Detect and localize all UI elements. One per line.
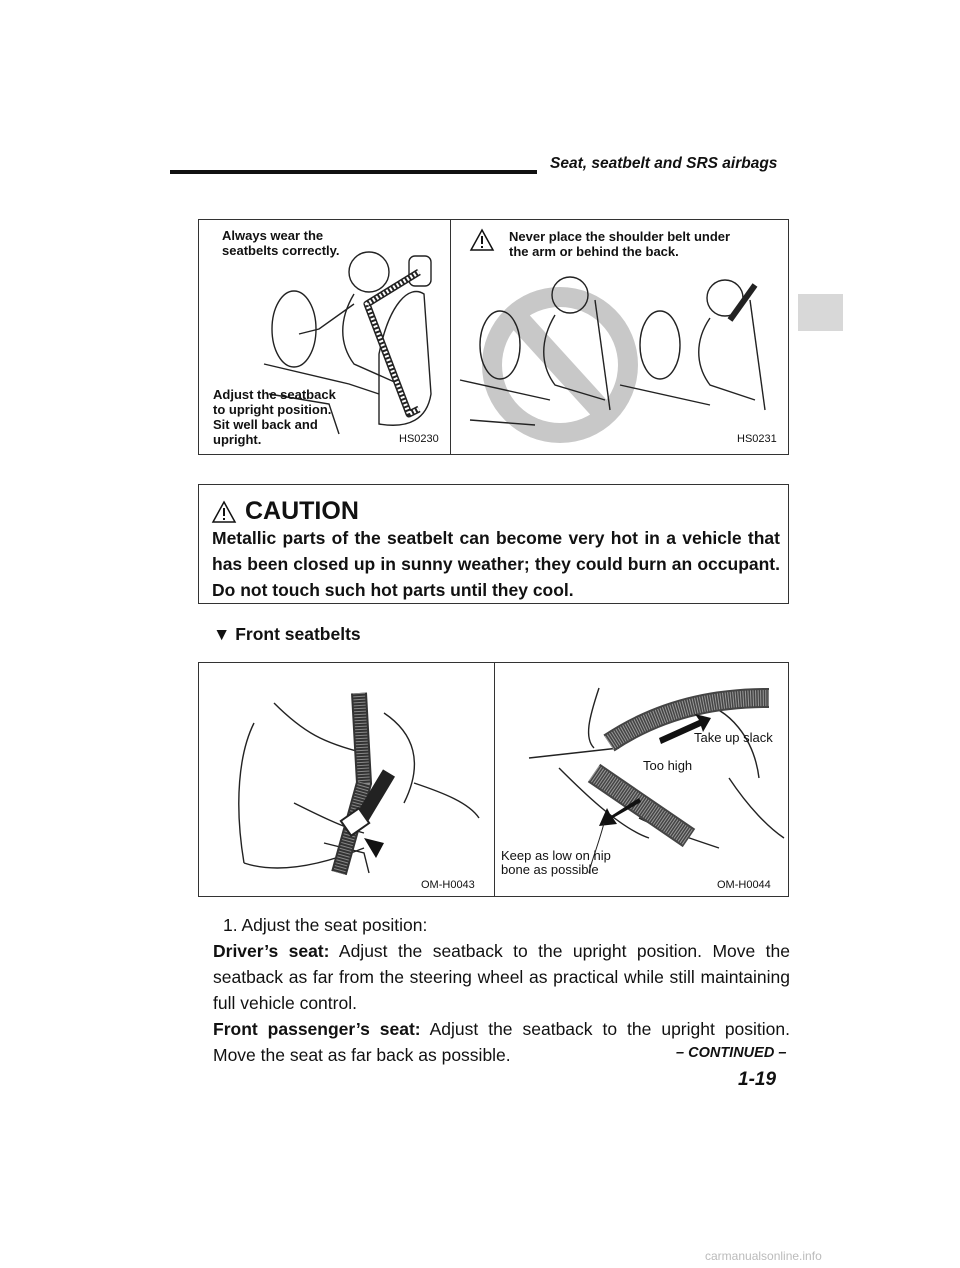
caution-title: CAUTION (245, 497, 359, 525)
header-rule (170, 170, 537, 174)
passenger-seat-label: Front passenger’s seat: (213, 1019, 421, 1039)
caution-warning-icon (211, 500, 237, 524)
section-heading-front-seatbelts (213, 624, 361, 645)
watermark: carmanualsonline.info (705, 1249, 822, 1263)
driver-seat-text: Adjust the seatback to the upright position. Move the seatback as far from the steering wheel as practical while still maintaining full vehicle control. (213, 941, 790, 1013)
label-too-high: Too high (643, 758, 693, 773)
illustration-incorrect-belt-positions (455, 260, 785, 455)
figure-code-om-h0043: OM-H0043 (421, 879, 475, 891)
figure-seatbelt-posture (198, 219, 789, 455)
triangle-bullet-icon: ▼ (213, 624, 231, 644)
label-adjust-seatback: Adjust the seatback to upright position. Sit well back and upright. (213, 387, 336, 447)
label-always-wear: Always wear the seatbelts correctly. (222, 228, 340, 258)
figure-front-seatbelt-fastening (198, 662, 789, 897)
caution-text: Metallic parts of the seatbelt can become very hot in a vehicle that has been closed up in sunny weather; they could burn an occupant. Do not touch such hot parts until they cool. (212, 528, 780, 600)
passenger-seat-text: Adjust the seatback to the upright position. Move the seat as far back as possible. (213, 1019, 790, 1065)
caution-box (198, 484, 789, 604)
section-tab-marker (798, 294, 843, 331)
figure-code-hs0230: HS0230 (399, 433, 439, 445)
driver-seat-paragraph (213, 938, 790, 1016)
figure-code-hs0231: HS0231 (737, 433, 777, 445)
warning-triangle-icon (469, 228, 495, 252)
figure-code-om-h0044: OM-H0044 (717, 879, 771, 891)
illustration-buckling-seatbelt (214, 673, 484, 883)
step-1-text: 1. Adjust the seat position: (223, 915, 428, 935)
section-heading-text: Front seatbelts (235, 624, 361, 644)
label-never-place: Never place the shoulder belt under the arm or behind the back. (509, 229, 731, 259)
page-number: 1-19 (738, 1069, 777, 1090)
label-keep-low-on-hip: Keep as low on hip bone as possible (501, 848, 611, 877)
page-header-title: Seat, seatbelt and SRS airbags (550, 155, 778, 172)
figure-divider (450, 220, 451, 454)
label-take-up-slack: Take up slack (694, 730, 773, 745)
figure-divider (494, 663, 495, 896)
driver-seat-label: Driver’s seat: (213, 941, 330, 961)
continued-label: – CONTINUED – (676, 1045, 787, 1061)
